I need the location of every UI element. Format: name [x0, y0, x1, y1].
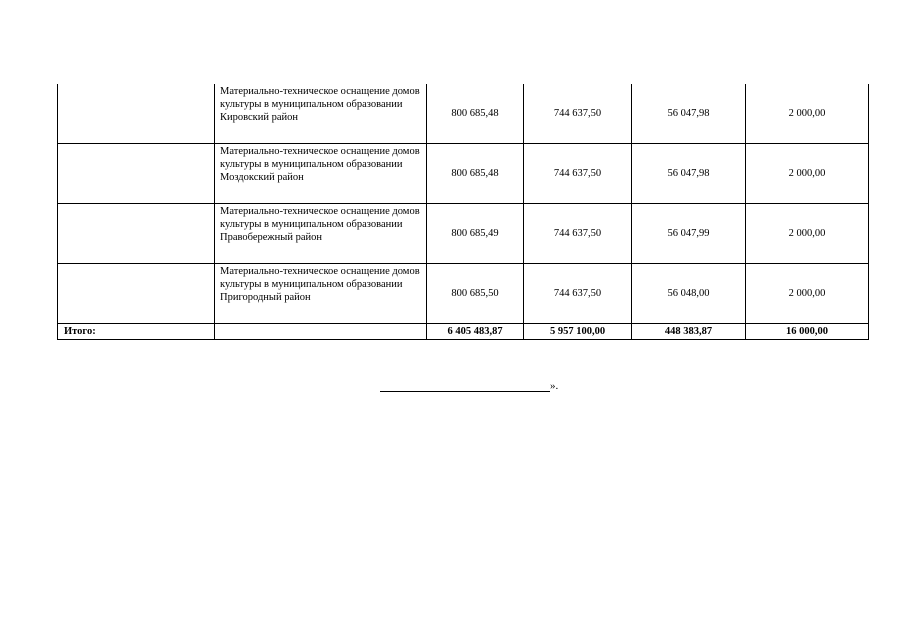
row-col3: 56 047,99	[632, 204, 746, 264]
row-description: Материально-техническое оснащение домов культуры в муниципальном образовании Пригородный район	[215, 264, 427, 324]
row-col4: 2 000,00	[746, 264, 869, 324]
row-total: 800 685,50	[427, 264, 524, 324]
empty-cell	[58, 264, 215, 324]
empty-cell	[58, 144, 215, 204]
table-row	[58, 204, 869, 264]
budget-table	[57, 84, 869, 340]
row-col3: 56 048,00	[632, 264, 746, 324]
table-row	[58, 264, 869, 324]
totals-col3: 448 383,87	[632, 324, 746, 340]
row-col2: 744 637,50	[524, 264, 632, 324]
row-total: 800 685,49	[427, 204, 524, 264]
totals-col4: 16 000,00	[746, 324, 869, 340]
row-total: 800 685,48	[427, 144, 524, 204]
row-description: Материально-техническое оснащение домов культуры в муниципальном образовании Правобережный район	[215, 204, 427, 264]
totals-total: 6 405 483,87	[427, 324, 524, 340]
row-col2: 744 637,50	[524, 204, 632, 264]
row-col2: 744 637,50	[524, 84, 632, 144]
closing-quote: ».	[550, 380, 559, 392]
row-col3: 56 047,98	[632, 144, 746, 204]
row-col4: 2 000,00	[746, 144, 869, 204]
totals-col2: 5 957 100,00	[524, 324, 632, 340]
table-row	[58, 144, 869, 204]
blank-underline	[380, 379, 550, 392]
row-col2: 744 637,50	[524, 144, 632, 204]
row-description: Материально-техническое оснащение домов культуры в муниципальном образовании Кировский район	[215, 84, 427, 144]
totals-row	[58, 324, 869, 340]
row-total: 800 685,48	[427, 84, 524, 144]
totals-empty-cell	[215, 324, 427, 340]
row-col4: 2 000,00	[746, 84, 869, 144]
row-description: Материально-техническое оснащение домов культуры в муниципальном образовании Моздокский район	[215, 144, 427, 204]
row-col3: 56 047,98	[632, 84, 746, 144]
empty-cell	[58, 204, 215, 264]
empty-cell	[58, 84, 215, 144]
closing-line	[380, 379, 558, 392]
table-row	[58, 84, 869, 144]
row-col4: 2 000,00	[746, 204, 869, 264]
totals-label: Итого:	[58, 324, 215, 340]
